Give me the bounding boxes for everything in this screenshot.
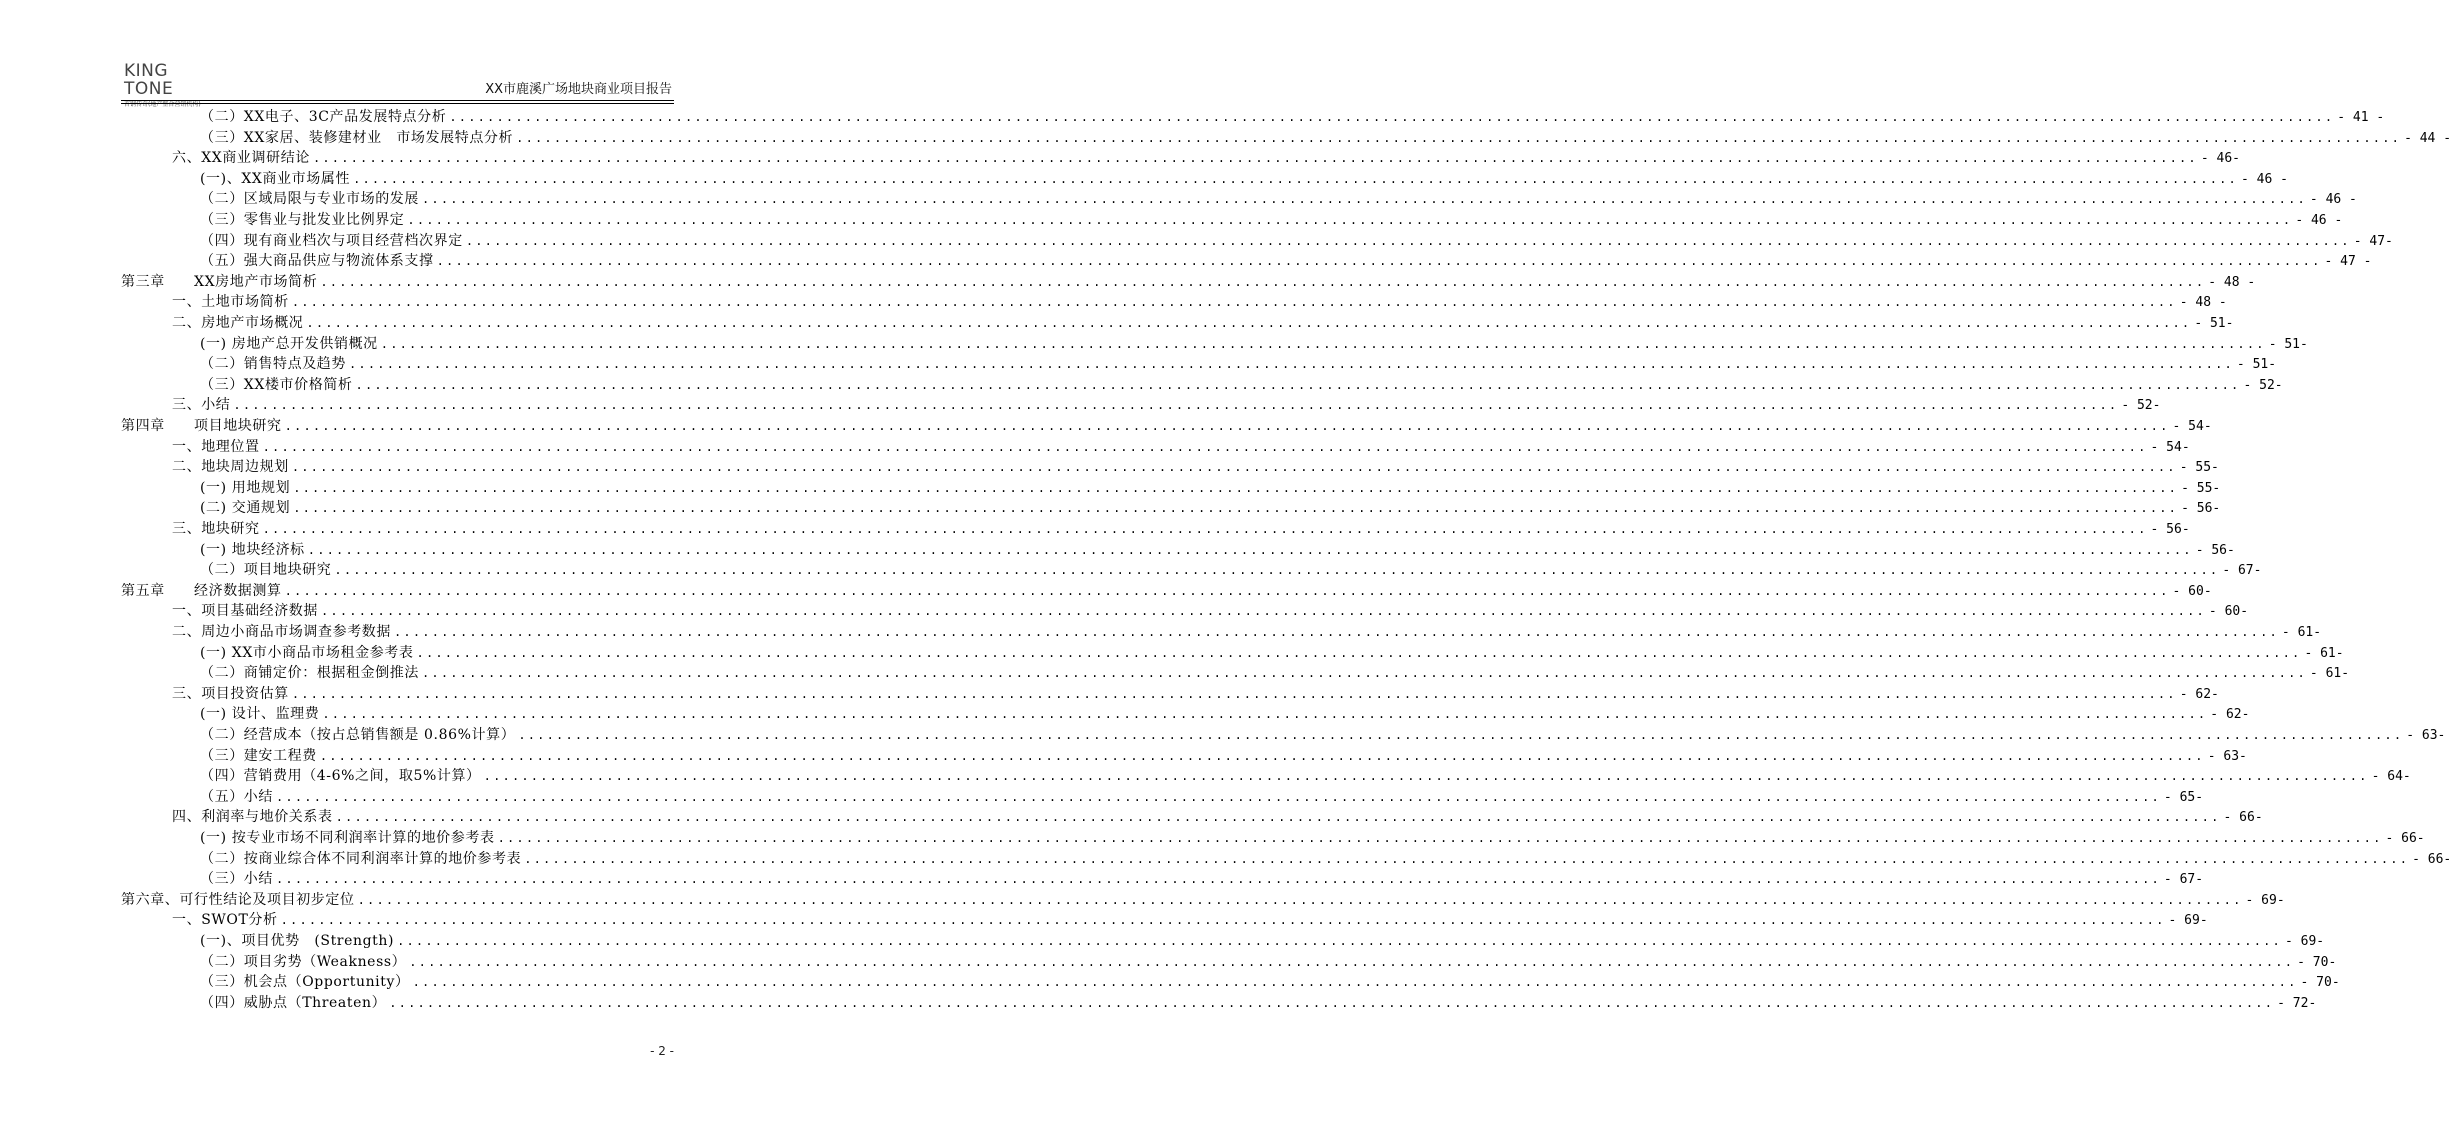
toc-entry-title: （二）区域局限与专业市场的发展 xyxy=(200,191,419,208)
toc-leader-dots: ........................................................................................................................................................................................................ xyxy=(335,810,2221,825)
toc-entry-page: - 56- xyxy=(2195,542,2235,558)
toc-entry-title: 六、XX商业调研结论 xyxy=(172,150,310,167)
toc-entry-page: - 48 - xyxy=(2179,295,2227,311)
toc-entry[interactable] xyxy=(200,931,2325,952)
toc-entry-page: - 54- xyxy=(2172,419,2212,434)
toc-entry-page: - 51- xyxy=(2194,316,2234,331)
toc-leader-dots: ........................................................................................................................................................................................................ xyxy=(407,213,2293,227)
toc-entry[interactable] xyxy=(172,292,2227,313)
toc-leader-dots: ........................................................................................................................................................................................................ xyxy=(293,480,2179,495)
toc-entry-title: （三）零售业与批发业比例界定 xyxy=(200,212,405,228)
toc-entry-page: - 72- xyxy=(2277,995,2317,1011)
toc-entry-page: - 55- xyxy=(2179,460,2219,476)
toc-entry-title: 二、周边小商品市场调查参考数据 xyxy=(172,624,391,640)
toc-entry-page: - 61- xyxy=(2309,666,2350,682)
toc-entry[interactable] xyxy=(200,375,2283,396)
toc-entry-title: （五）小结 xyxy=(200,788,273,805)
toc-entry[interactable] xyxy=(172,437,2190,458)
toc-leader-dots: ........................................................................................................................................................................................................ xyxy=(334,563,2220,578)
toc-entry-title: （三）XX楼市价格简析 xyxy=(200,376,353,393)
toc-entry-title: （二）经营成本（按占总销售额是 0.86%计算） xyxy=(200,727,516,743)
logo-subtitle: 首钢传奇(地产整合营销机构) xyxy=(124,101,201,108)
toc-leader-dots: ........................................................................................................................................................................................................ xyxy=(357,892,2243,907)
toc-leader-dots: ........................................................................................................................................................................................................ xyxy=(291,460,2177,475)
toc-entry-page: - 65- xyxy=(2163,789,2204,805)
toc-entry-title: 第三章 XX房地产市场简析 xyxy=(121,273,318,290)
header-divider xyxy=(121,100,674,101)
toc-entry[interactable] xyxy=(200,787,2204,808)
toc-entry[interactable] xyxy=(200,993,2317,1014)
toc-entry-title: (一)、XX商业市场属性 xyxy=(200,170,351,187)
toc-entry-title: 一、土地市场简析 xyxy=(172,294,289,311)
toc-leader-dots: ........................................................................................................................................................................................................ xyxy=(262,522,2148,536)
toc-leader-dots: ........................................................................................................................................................................................................ xyxy=(276,872,2161,887)
toc-entry-title: 四、利润率与地价关系表 xyxy=(172,809,333,826)
toc-entry-title: 第六章、可行性结论及项目初步定位 xyxy=(121,891,355,908)
toc-leader-dots: ........................................................................................................................................................................................................ xyxy=(518,728,2404,742)
toc-leader-dots: ........................................................................................................................................................................................................ xyxy=(416,645,2302,660)
toc-entry-title: 第四章 项目地块研究 xyxy=(121,418,282,434)
toc-entry-title: (一) 用地规划 xyxy=(200,479,291,496)
toc-entry-page: - 64- xyxy=(2371,769,2411,785)
toc-entry-page: - 46 - xyxy=(2309,192,2357,208)
toc-leader-dots: ........................................................................................................................................................................................................ xyxy=(409,954,2295,969)
toc-entry[interactable] xyxy=(200,849,2451,870)
toc-entry-page: - 61- xyxy=(2304,645,2344,661)
toc-entry-title: （三）小结 xyxy=(200,871,273,888)
toc-leader-dots: ........................................................................................................................................................................................................ xyxy=(449,110,2335,124)
toc-entry[interactable] xyxy=(121,581,2212,602)
toc-entry-page: - 55- xyxy=(2181,480,2221,496)
toc-entry-title: （三）机会点（Opportunity） xyxy=(200,974,410,991)
toc-entry-title: （四）现有商业档次与项目经营档次界定 xyxy=(200,232,463,249)
toc-leader-dots: ........................................................................................................................................................................................................ xyxy=(483,769,2369,784)
toc-leader-dots: ........................................................................................................................................................................................................ xyxy=(353,171,2238,186)
toc-leader-dots: ........................................................................................................................................................................................................ xyxy=(422,666,2307,681)
toc-leader-dots: ........................................................................................................................................................................................................ xyxy=(284,583,2170,598)
toc-entry-title: (二) 交通规划 xyxy=(200,500,291,517)
toc-entry-page: - 62- xyxy=(2179,686,2219,702)
toc-leader-dots: ........................................................................................................................................................................................................ xyxy=(276,789,2161,804)
toc-entry-page: - 56- xyxy=(2181,501,2221,517)
toc-entry-page: - 54- xyxy=(2150,439,2190,455)
toc-entry-page: - 66- xyxy=(2223,810,2263,826)
header-divider-secondary xyxy=(121,103,674,104)
toc-entry[interactable] xyxy=(200,972,2340,993)
toc-entry-title: (一)、项目优势 (Strength) xyxy=(200,933,395,949)
page-number: - 2 - xyxy=(650,1044,674,1058)
toc-entry[interactable] xyxy=(172,395,2161,416)
toc-entry[interactable] xyxy=(172,519,2190,540)
toc-entry-page: - 51- xyxy=(2236,357,2277,373)
toc-entry[interactable] xyxy=(200,498,2221,519)
toc-entry[interactable] xyxy=(200,643,2344,664)
toc-entry[interactable] xyxy=(121,272,2256,293)
toc-entry-page: - 47 - xyxy=(2324,254,2372,270)
toc-entry[interactable] xyxy=(172,807,2263,828)
toc-leader-dots: ........................................................................................................................................................................................................ xyxy=(397,934,2282,948)
toc-leader-dots: ........................................................................................................................................................................................................ xyxy=(307,542,2193,557)
toc-entry-page: - 46 - xyxy=(2240,171,2288,187)
toc-entry-title: （二）销售特点及趋势 xyxy=(200,356,346,373)
toc-entry-page: - 62- xyxy=(2210,707,2250,723)
toc-entry[interactable] xyxy=(200,560,2262,581)
toc-leader-dots: ........................................................................................................................................................................................................ xyxy=(516,130,2402,145)
toc-leader-dots: ........................................................................................................................................................................................................ xyxy=(319,748,2205,763)
toc-entry-page: - 51- xyxy=(2268,336,2308,352)
toc-leader-dots: ........................................................................................................................................................................................................ xyxy=(465,233,2351,248)
toc-leader-dots: ........................................................................................................................................................................................................ xyxy=(284,419,2170,433)
toc-entry-title: （二）商铺定价：根据租金倒推法 xyxy=(200,665,419,682)
toc-leader-dots: ........................................................................................................................................................................................................ xyxy=(380,336,2266,351)
toc-entry[interactable] xyxy=(200,766,2411,787)
toc-entry-page: - 41 - xyxy=(2337,110,2385,125)
toc-entry-title: （二）项目地块研究 xyxy=(200,562,332,579)
toc-entry-title: 一、地理位置 xyxy=(172,438,260,455)
toc-entry-page: - 66- xyxy=(2412,851,2451,867)
toc-entry[interactable] xyxy=(172,622,2322,643)
toc-entry[interactable] xyxy=(200,231,2393,252)
toc-leader-dots: ........................................................................................................................................................................................................ xyxy=(262,439,2148,454)
toc-entry[interactable] xyxy=(200,828,2425,849)
toc-entry-page: - 56- xyxy=(2150,522,2190,537)
toc-entry-title: （二）XX电子、3C产品发展特点分析 xyxy=(200,109,447,125)
toc-entry[interactable] xyxy=(172,148,2240,169)
toc-entry[interactable] xyxy=(172,313,2234,334)
toc-entry[interactable] xyxy=(200,169,2288,190)
toc-leader-dots: ........................................................................................................................................................................................................ xyxy=(497,831,2383,845)
toc-entry-page: - 52- xyxy=(2121,398,2161,414)
toc-leader-dots: ........................................................................................................................................................................................................ xyxy=(349,357,2234,372)
logo-text: KING TONE xyxy=(124,61,174,99)
toc-entry-title: (一) 房地产总开发供销概况 xyxy=(200,335,378,352)
toc-entry-title: 三、项目投资估算 xyxy=(172,685,289,702)
toc-leader-dots: ........................................................................................................................................................................................................ xyxy=(291,295,2177,310)
toc-entry-page: - 61- xyxy=(2281,625,2322,640)
toc-entry[interactable] xyxy=(200,354,2277,375)
toc-entry-page: - 69- xyxy=(2245,892,2285,908)
toc-entry[interactable] xyxy=(200,128,2451,149)
toc-entry-page: - 70- xyxy=(2297,954,2337,970)
toc-entry-title: 三、地块研究 xyxy=(172,521,260,537)
toc-entry-page: - 70- xyxy=(2300,975,2340,991)
toc-entry[interactable] xyxy=(200,210,2343,231)
toc-entry-title: （三）建安工程费 xyxy=(200,747,317,764)
toc-leader-dots: ........................................................................................................................................................................................................ xyxy=(280,913,2166,928)
toc-entry-title: （五）强大商品供应与物流体系支撑 xyxy=(200,253,434,270)
toc-entry-page: - 60- xyxy=(2172,583,2212,599)
toc-leader-dots: ........................................................................................................................................................................................................ xyxy=(355,377,2241,392)
toc-entry-page: - 44 - xyxy=(2404,130,2451,146)
toc-entry[interactable] xyxy=(200,478,2221,499)
toc-leader-dots: ........................................................................................................................................................................................................ xyxy=(422,192,2307,207)
toc-entry-title: （四）营销费用（4-6%之间，取5%计算） xyxy=(200,768,481,785)
toc-entry-page: - 46 - xyxy=(2295,213,2343,228)
toc-entry-page: - 69- xyxy=(2284,934,2325,949)
toc-leader-dots: ........................................................................................................................................................................................................ xyxy=(524,851,2410,866)
toc-entry-title: （四）威胁点（Threaten） xyxy=(200,994,387,1011)
toc-entry-page: - 47- xyxy=(2353,233,2393,249)
toc-entry-page: - 46- xyxy=(2200,151,2240,167)
toc-leader-dots: ........................................................................................................................................................................................................ xyxy=(389,995,2275,1010)
toc-entry-title: (一) 设计、监理费 xyxy=(200,706,320,723)
toc-entry-page: - 69- xyxy=(2168,913,2208,929)
toc-entry[interactable] xyxy=(172,684,2219,705)
toc-entry-title: 二、房地产市场概况 xyxy=(172,315,304,331)
toc-entry[interactable] xyxy=(200,107,2385,128)
toc-entry[interactable] xyxy=(172,457,2219,478)
toc-entry-title: (一) XX市小商品市场租金参考表 xyxy=(200,644,414,661)
toc-entry[interactable] xyxy=(200,663,2350,684)
toc-entry-page: - 63- xyxy=(2406,728,2446,743)
toc-entry-title: （三）XX家居、装修建材业 市场发展特点分析 xyxy=(200,129,514,146)
toc-entry[interactable] xyxy=(200,334,2308,355)
toc-entry-page: - 67- xyxy=(2222,563,2262,579)
toc-entry-title: （二）项目劣势（Weakness） xyxy=(200,953,407,970)
toc-leader-dots: ........................................................................................................................................................................................................ xyxy=(306,316,2192,330)
toc-entry-page: - 66- xyxy=(2385,831,2425,846)
company-logo xyxy=(124,61,214,108)
toc-leader-dots: ........................................................................................................................................................................................................ xyxy=(412,975,2298,990)
toc-entry-title: 第五章 经济数据测算 xyxy=(121,582,282,599)
toc-entry-title: (一) 地块经济标 xyxy=(200,541,305,558)
toc-entry[interactable] xyxy=(200,704,2250,725)
toc-entry-page: - 67- xyxy=(2163,872,2204,888)
toc-entry-page: - 60- xyxy=(2208,604,2249,620)
toc-leader-dots: ........................................................................................................................................................................................................ xyxy=(291,686,2177,701)
toc-entry-page: - 63- xyxy=(2207,748,2247,764)
toc-entry-title: （二）按商业综合体不同利润率计算的地价参考表 xyxy=(200,850,522,867)
toc-entry-page: - 48 - xyxy=(2208,274,2256,290)
toc-leader-dots: ........................................................................................................................................................................................................ xyxy=(320,274,2206,289)
toc-entry[interactable] xyxy=(200,952,2337,973)
toc-entry-title: 二、地块周边规划 xyxy=(172,459,289,476)
toc-leader-dots: ........................................................................................................................................................................................................ xyxy=(312,151,2198,166)
toc-entry[interactable] xyxy=(200,540,2235,561)
toc-leader-dots: ........................................................................................................................................................................................................ xyxy=(394,625,2279,639)
toc-leader-dots: ........................................................................................................................................................................................................ xyxy=(233,398,2119,413)
toc-entry[interactable] xyxy=(172,910,2208,931)
toc-entry-title: 三、小结 xyxy=(172,397,231,414)
toc-entry[interactable] xyxy=(200,869,2204,890)
toc-entry-title: (一) 按专业市场不同利润率计算的地价参考表 xyxy=(200,830,495,846)
toc-entry-title: 一、项目基础经济数据 xyxy=(172,603,318,620)
toc-entry[interactable] xyxy=(121,416,2212,437)
toc-entry-page: - 52- xyxy=(2243,377,2283,393)
report-title: XX市鹿溪广场地块商业项目报告 xyxy=(485,82,672,97)
toc-entry[interactable] xyxy=(121,890,2285,911)
toc-entry[interactable] xyxy=(200,746,2247,767)
toc-entry[interactable] xyxy=(200,251,2372,272)
toc-entry[interactable] xyxy=(172,601,2249,622)
toc-leader-dots: ........................................................................................................................................................................................................ xyxy=(322,707,2208,722)
toc-leader-dots: ........................................................................................................................................................................................................ xyxy=(293,501,2179,516)
toc-entry[interactable] xyxy=(200,725,2446,746)
toc-entry[interactable] xyxy=(200,189,2357,210)
toc-leader-dots: ........................................................................................................................................................................................................ xyxy=(321,604,2206,619)
toc-leader-dots: ........................................................................................................................................................................................................ xyxy=(436,254,2322,269)
toc-entry-title: 一、SWOT分析 xyxy=(172,912,278,929)
